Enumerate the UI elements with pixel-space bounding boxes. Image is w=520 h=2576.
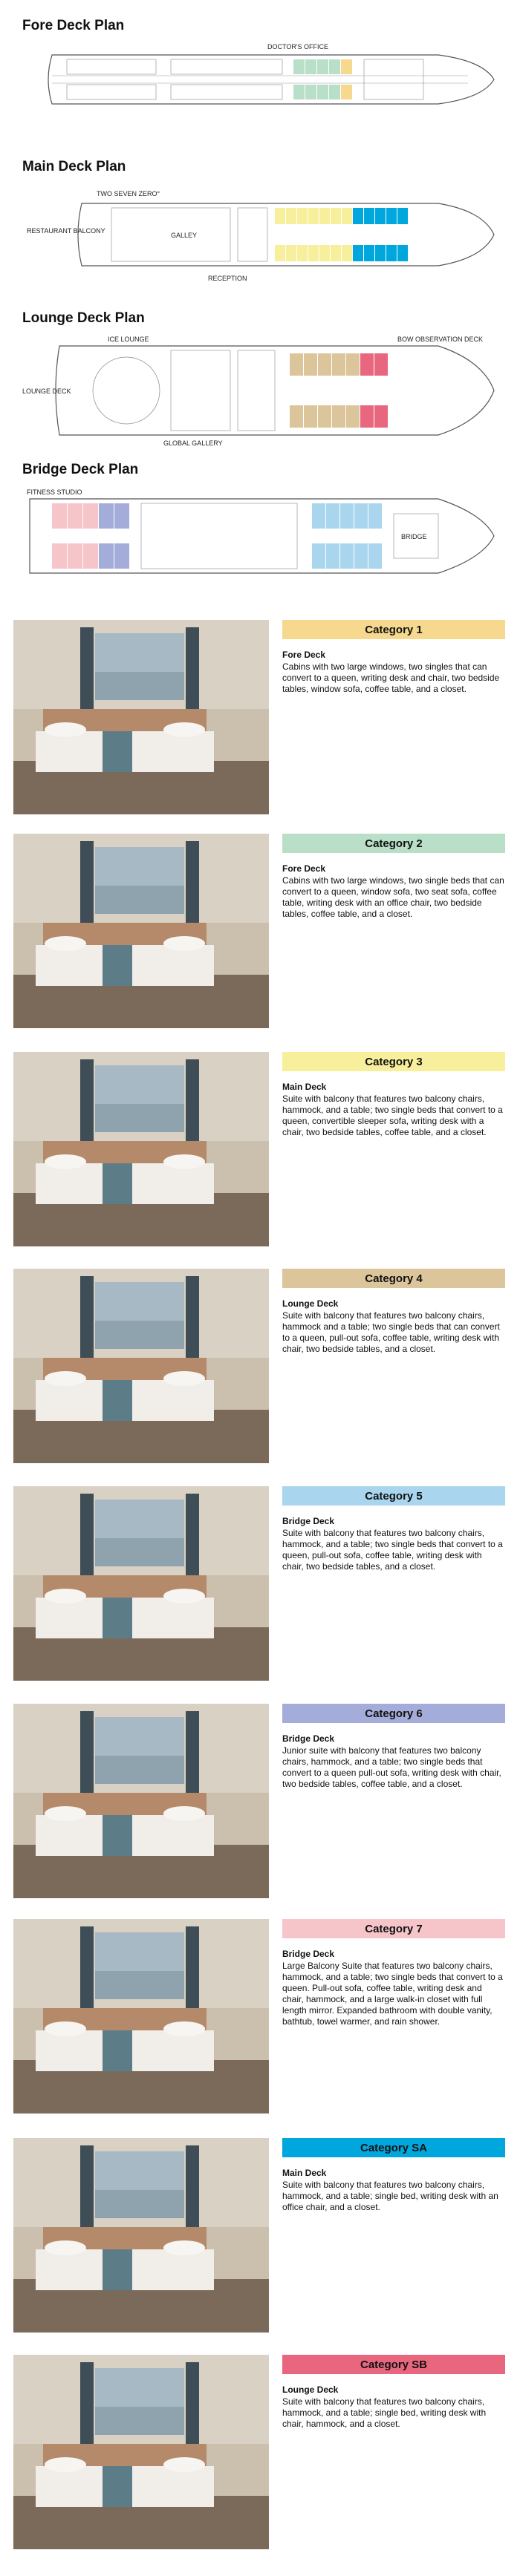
category-section-3	[0, 1052, 520, 1252]
category-deck: Fore Deck	[282, 863, 326, 874]
main-deck-title: Main Deck Plan	[22, 159, 126, 174]
bridge-deck-title: Bridge Deck Plan	[22, 462, 139, 477]
category-description: Cabins with two large windows, two singles that can convert to a queen, writing desk and chair, two bedside tables, window sofa, coffee table, and a closet.	[282, 661, 500, 694]
doctors-office-label: DOCTOR'S OFFICE	[267, 43, 329, 50]
global-gallery-label: GLOBAL GALLERY	[163, 439, 223, 447]
bridge-label: BRIDGE	[401, 533, 427, 540]
category-header: Category 2	[282, 834, 505, 853]
bow-observation-deck-label: BOW OBSERVATION DECK	[397, 336, 484, 343]
category-deck: Bridge Deck	[282, 1516, 335, 1526]
lounge-cabins-top	[290, 353, 388, 376]
category-header: Category 5	[282, 1486, 505, 1506]
category-section-7	[0, 1919, 520, 2119]
category-header: Category 7	[282, 1919, 505, 1938]
galley-label: GALLEY	[171, 232, 198, 239]
category-deck: Bridge Deck	[282, 1733, 335, 1744]
category-section-8	[0, 2138, 520, 2338]
fitness-studio-label: FITNESS STUDIO	[27, 488, 82, 496]
fore-deck-title: Fore Deck Plan	[22, 18, 125, 33]
cabin-photo	[13, 1704, 269, 1898]
category-description: Cabins with two large windows, two single beds that can convert to a queen, window sofa, two seat sofa, coffee table, writing desk with an office chair, two bedside tables, coffee table, and a closet.	[282, 875, 504, 919]
bridge-deck-plan	[22, 484, 498, 588]
category-deck: Lounge Deck	[282, 2384, 339, 2395]
category-deck: Lounge Deck	[282, 1298, 339, 1309]
lounge-cabins-bottom	[290, 405, 388, 428]
category-description: Junior suite with balcony that features two balcony chairs, hammock, and a table; two single beds that convert to a queen pull-out sofa, writing desk with chair, two bedside tables, coffee table, and a closet.	[282, 1745, 501, 1789]
cabin-photo	[13, 1052, 269, 1246]
cabin-photo	[13, 1486, 269, 1681]
category-header: Category 4	[282, 1269, 505, 1288]
category-description: Suite with balcony that features two balcony chairs, hammock, and a table; single bed, writing desk with chair, hammock, and a closet.	[282, 2396, 487, 2429]
lounge-deck-plan	[22, 331, 498, 450]
category-deck: Main Deck	[282, 1082, 327, 1092]
category-description: Suite with balcony that features two balcony chairs, hammock and a table; two single beds that can convert to a queen, pull-out sofa, coffee table, writing desk with chair, two bedside tables, and a closet.	[282, 1310, 500, 1354]
category-section-9	[0, 2355, 520, 2555]
category-section-1	[0, 620, 520, 820]
reception-label: RECEPTION	[208, 275, 247, 282]
category-section-5	[0, 1486, 520, 1687]
ice-lounge-label: ICE LOUNGE	[108, 336, 149, 343]
category-section-6	[0, 1704, 520, 1904]
cabin-photo	[13, 1919, 269, 2114]
category-header: Category 6	[282, 1704, 505, 1723]
fore-cabins-bottom	[293, 85, 352, 99]
lounge-deck-title: Lounge Deck Plan	[22, 310, 145, 326]
category-header: Category 1	[282, 620, 505, 639]
category-deck: Main Deck	[282, 2168, 327, 2178]
two-seven-zero-label: TWO SEVEN ZERO°	[97, 190, 160, 197]
cabin-photo	[13, 834, 269, 1028]
category-deck: Bridge Deck	[282, 1949, 335, 1959]
category-description: Suite with balcony that features two balcony chairs, hammock, and a table; two single beds that convert to a queen, convertible sleeper sofa, writing desk with a chair, two bedside tables, coffee table, and a closet.	[282, 1094, 503, 1137]
cabin-photo	[13, 620, 269, 814]
restaurant-balcony-label: RESTAURANT BALCONY	[27, 227, 105, 235]
category-header: Category 3	[282, 1052, 505, 1071]
lounge-deck-label: LOUNGE DECK	[22, 388, 71, 395]
main-deck-plan	[22, 181, 498, 292]
category-section-4	[0, 1269, 520, 1469]
category-description: Suite with balcony that features two balcony chairs, hammock, and a table; single bed, writing desk with an office chair, and a closet.	[282, 2180, 498, 2212]
category-section-2	[0, 834, 520, 1034]
cabin-photo	[13, 2355, 269, 2549]
fore-deck-plan	[22, 39, 498, 120]
category-header: Category SA	[282, 2138, 505, 2157]
category-description: Suite with balcony that features two balcony chairs, hammock, and a table; two single beds that convert to a queen, pull-out sofa, coffee table, writing desk with chair, two bedside tables, and a closet.	[282, 1528, 503, 1572]
category-description: Large Balcony Suite that features two balcony chairs, hammock, and a table; two single beds that convert to a queen. Pull-out sofa, coffee table, writing desk and chair, hammock, and a large walk-in closet with full length mirror. Expanded bathroom with double vanity, bathtub, towel warmer, and rain shower.	[282, 1961, 503, 2027]
fore-cabins-top	[293, 59, 352, 74]
cabin-photo	[13, 1269, 269, 1463]
category-header: Category SB	[282, 2355, 505, 2374]
category-deck: Fore Deck	[282, 650, 326, 660]
cabin-photo	[13, 2138, 269, 2333]
